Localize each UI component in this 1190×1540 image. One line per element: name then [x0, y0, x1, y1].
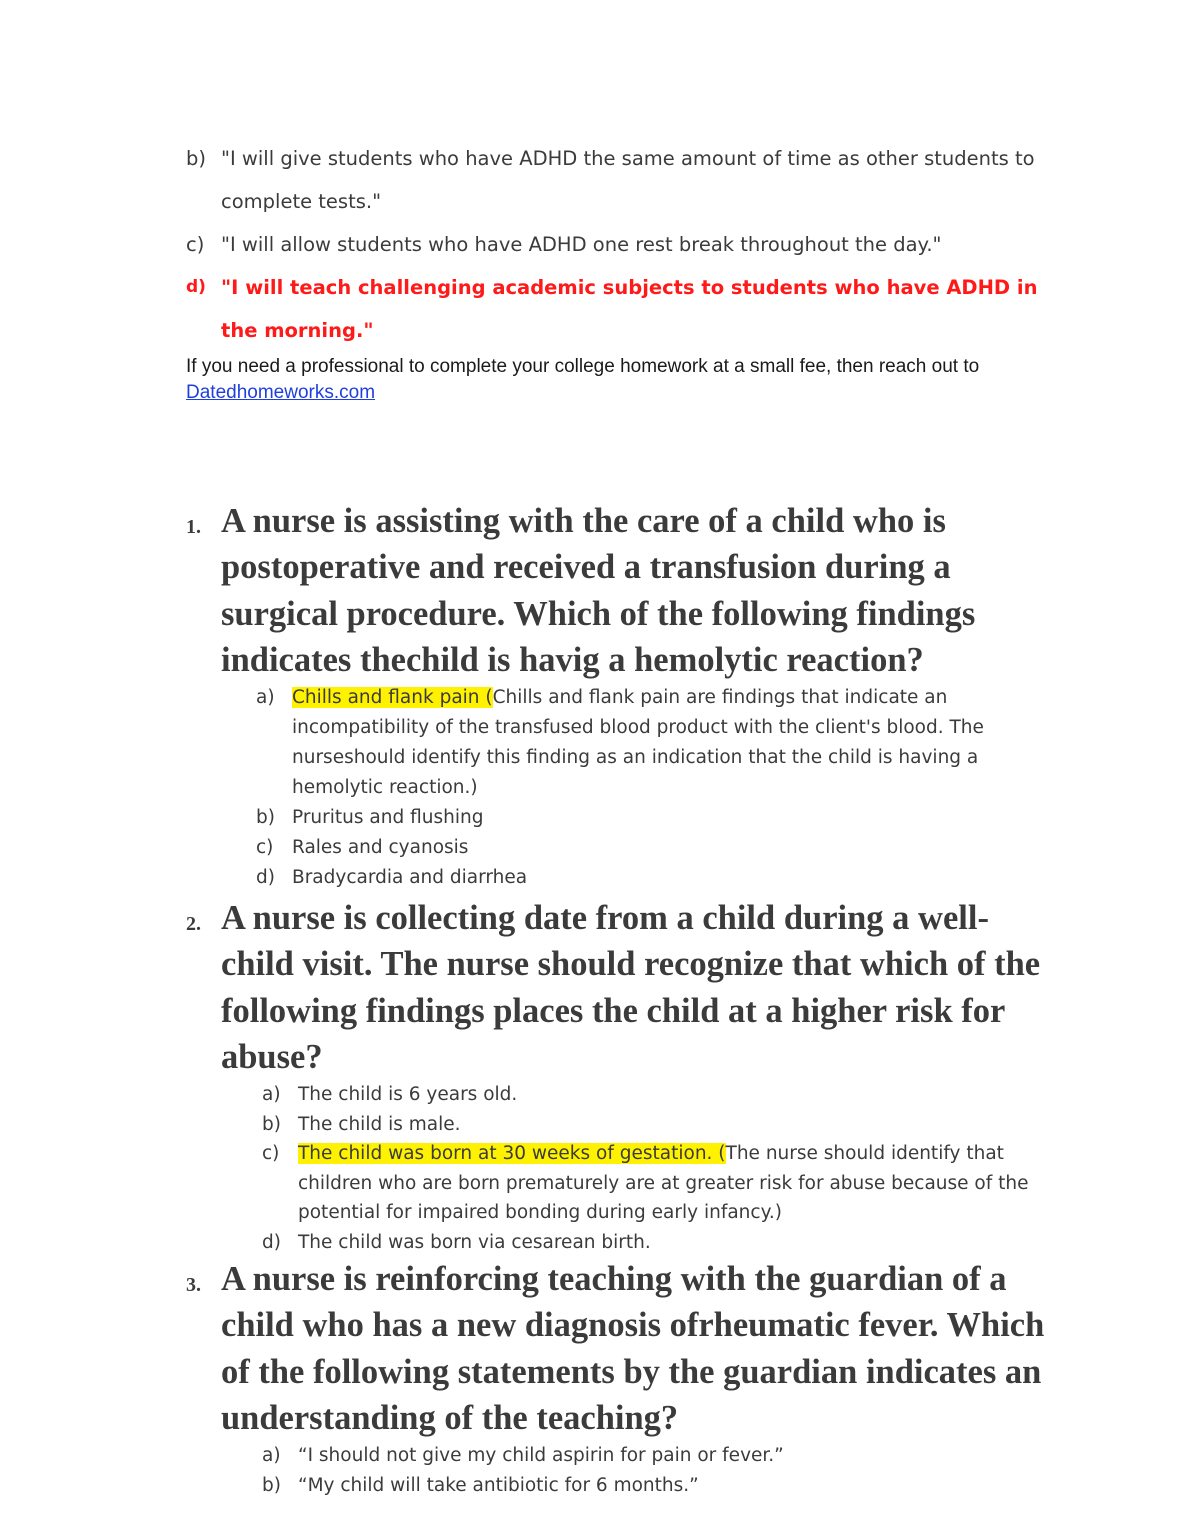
option-text: Bradycardia and diarrhea [292, 867, 528, 889]
option-b [256, 803, 1046, 833]
question-heading [186, 895, 1046, 1080]
question-number: 3. [186, 1274, 201, 1296]
option-label: c) [186, 233, 205, 256]
option-text: “My child will take antibiotic for 6 months.” [298, 1474, 699, 1496]
option-d [256, 863, 1046, 893]
question-number: 2. [186, 913, 201, 935]
answer-options [262, 1080, 1046, 1257]
previous-question-options [186, 137, 1066, 352]
question-heading [186, 498, 1046, 683]
option-label: b) [262, 1113, 281, 1135]
option-text [292, 683, 1046, 803]
option-label: d) [262, 1231, 281, 1253]
option-label: a) [262, 1445, 281, 1467]
option-d [262, 1228, 1046, 1258]
option-text: The child is male. [298, 1113, 461, 1135]
option-text: Pruritus and flushing [292, 807, 484, 829]
option-label: d) [186, 277, 206, 297]
option-label: d) [256, 867, 275, 889]
option-c [262, 1139, 1046, 1228]
option-text: Rales and cyanosis [292, 837, 469, 859]
question-2 [186, 895, 1046, 1257]
highlighted-answer: The child was born at 30 weeks of gestation. ( [298, 1143, 726, 1165]
option-text: The child is 6 years old. [298, 1084, 518, 1106]
option-text: The child was born via cesarean birth. [298, 1231, 651, 1253]
question-text: A nurse is assisting with the care of a child who is postoperative and received a transfusion during a surgical procedure. Which of the following findings indicates thechild is havig a hemolytic reaction? [221, 502, 976, 679]
option-d-correct-answer [186, 266, 1066, 352]
rationale: Chills and flank pain are findings that indicate an incompatibility of the transfused blood product with the client's blood. The nurseshould identify this finding as an indication that the child is having a hemolytic reaction.) [292, 687, 984, 799]
option-c [186, 223, 1066, 266]
option-text: "I will allow students who have ADHD one rest break throughout the day." [221, 233, 942, 256]
option-label: a) [262, 1084, 281, 1106]
question-number: 1. [186, 516, 201, 538]
answer-options [256, 683, 1046, 893]
promo-text: If you need a professional to complete your college homework at a small fee, then reach out to [186, 356, 980, 377]
option-b [186, 137, 1066, 223]
option-label: a) [256, 687, 275, 709]
rationale: The nurse should identify that children who are born prematurely are at greater risk for abuse because of the potential for impaired bonding during early infancy.) [298, 1143, 1029, 1224]
promo-paragraph [186, 354, 1086, 406]
option-label: b) [256, 807, 275, 829]
option-c [256, 833, 1046, 863]
option-b [262, 1110, 1046, 1140]
answer-options [262, 1441, 1046, 1500]
option-b [262, 1471, 1046, 1501]
question-heading [186, 1256, 1046, 1441]
option-label: b) [186, 147, 206, 170]
option-text [298, 1139, 1046, 1228]
option-label: b) [262, 1474, 281, 1496]
promo-link[interactable]: Datedhomeworks.com [186, 382, 376, 403]
option-a [256, 683, 1046, 803]
option-text: “I should not give my child aspirin for pain or fever.” [298, 1445, 784, 1467]
option-label: c) [262, 1143, 280, 1165]
option-a [262, 1441, 1046, 1471]
option-text: "I will give students who have ADHD the same amount of time as other students to complete tests." [221, 147, 1035, 213]
highlighted-answer: Chills and flank pain ( [292, 687, 493, 709]
option-label: c) [256, 837, 274, 859]
option-text: "I will teach challenging academic subjects to students who have ADHD in the morning." [221, 276, 1038, 342]
question-text: A nurse is reinforcing teaching with the guardian of a child who has a new diagnosis ofrheumatic fever. Which of the following statements by the guardian indicates an understanding of the teaching? [221, 1260, 1045, 1437]
question-text: A nurse is collecting date from a child during a well-child visit. The nurse should recognize that which of the following findings places the child at a higher risk for abuse? [221, 899, 1041, 1076]
question-3 [186, 1256, 1046, 1500]
option-a [262, 1080, 1046, 1110]
question-1 [186, 498, 1046, 893]
